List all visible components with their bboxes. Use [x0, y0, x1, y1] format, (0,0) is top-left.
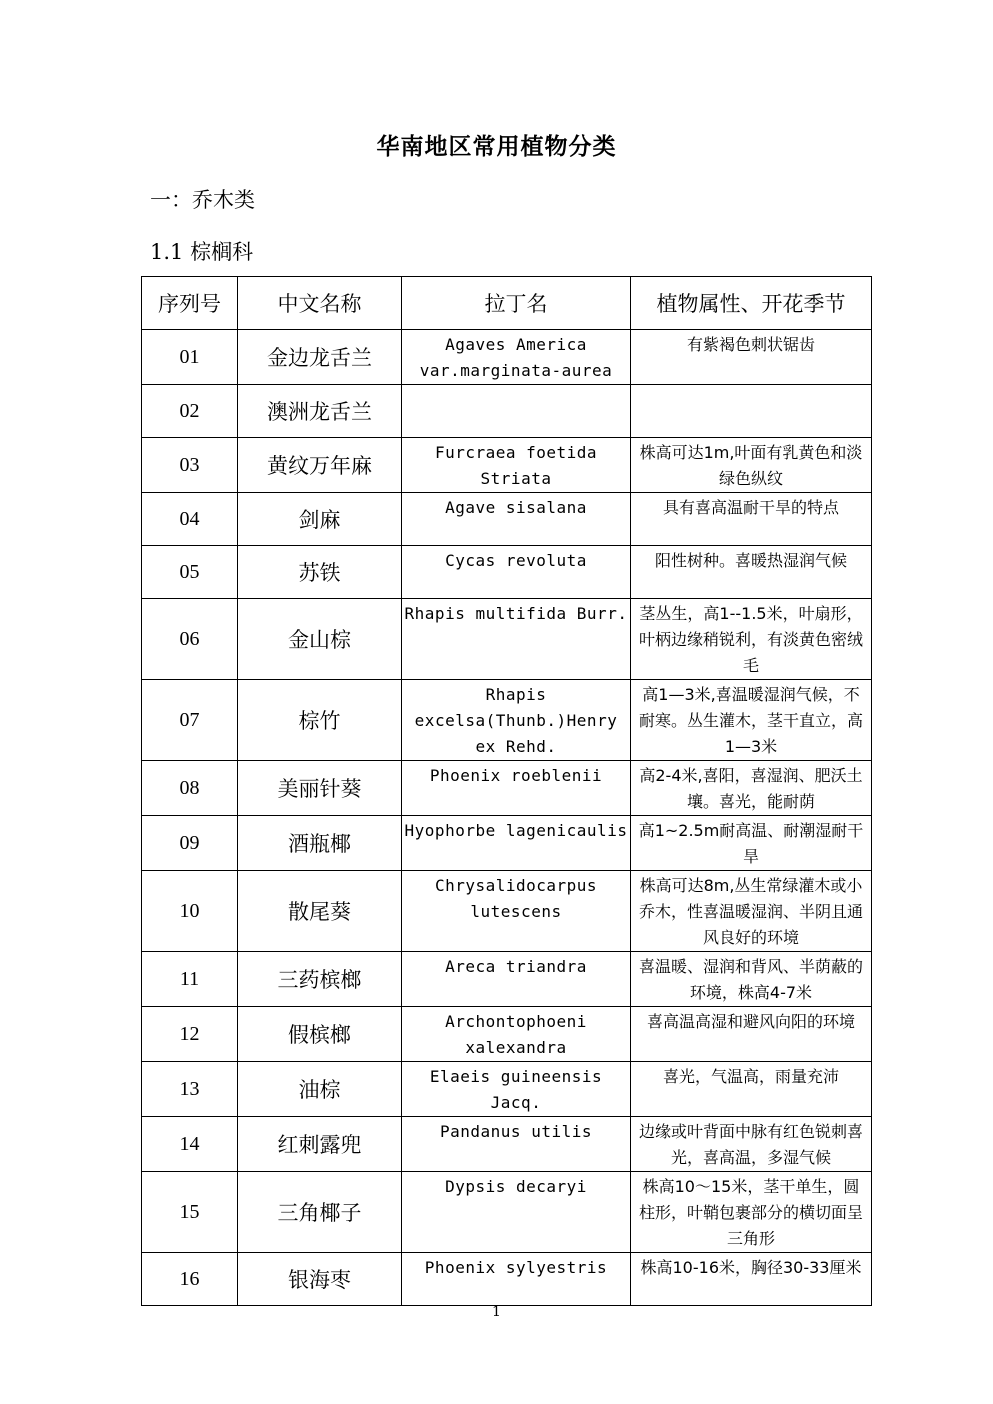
- table-row: [142, 1117, 872, 1172]
- chinese-name-cell: 三药槟榔: [238, 952, 402, 1007]
- page-title: 华南地区常用植物分类: [376, 133, 617, 160]
- latin-name-cell: Hyophorbe lagenicaulis: [402, 816, 631, 871]
- attribute-cell: 具有喜高温耐干旱的特点: [631, 493, 872, 546]
- serial-number-cell: 12: [142, 1007, 238, 1062]
- serial-number-cell: 02: [142, 385, 238, 438]
- table-row: [142, 385, 872, 438]
- table-row: [142, 1062, 872, 1117]
- attribute-cell: 边缘或叶背面中脉有红色锐刺喜光，喜高温，多湿气候: [631, 1117, 872, 1172]
- latin-name-cell: Agaves America var.marginata-aurea: [402, 330, 631, 385]
- attribute-cell: 高1~2.5m耐高温、耐潮湿耐干旱: [631, 816, 872, 871]
- table-row: [142, 1253, 872, 1306]
- header-chinese-name: 中文名称: [238, 277, 402, 330]
- table-row: [142, 546, 872, 599]
- chinese-name-cell: 苏铁: [238, 546, 402, 599]
- table-row: [142, 493, 872, 546]
- section-heading: 一：乔木类: [150, 188, 255, 212]
- table-row: [142, 680, 872, 761]
- table-header-row: [142, 277, 872, 330]
- attribute-cell: 高1—3米,喜温暖湿润气候，不耐寒。丛生灌木，茎干直立，高1—3米: [631, 680, 872, 761]
- serial-number-cell: 14: [142, 1117, 238, 1172]
- chinese-name-cell: 金边龙舌兰: [238, 330, 402, 385]
- attribute-cell: 株高可达1m,叶面有乳黄色和淡绿色纵纹: [631, 438, 872, 493]
- chinese-name-cell: 假槟榔: [238, 1007, 402, 1062]
- attribute-cell: [631, 385, 872, 438]
- serial-number-cell: 04: [142, 493, 238, 546]
- attribute-cell: 有紫褐色刺状锯齿: [631, 330, 872, 385]
- chinese-name-cell: 黄纹万年麻: [238, 438, 402, 493]
- header-latin-name: 拉丁名: [402, 277, 631, 330]
- chinese-name-cell: 剑麻: [238, 493, 402, 546]
- serial-number-cell: 03: [142, 438, 238, 493]
- latin-name-cell: Phoenix sylyestris: [402, 1253, 631, 1306]
- table-row: [142, 816, 872, 871]
- serial-number-cell: 10: [142, 871, 238, 952]
- serial-number-cell: 08: [142, 761, 238, 816]
- latin-name-cell: Furcraea foetida Striata: [402, 438, 631, 493]
- attribute-cell: 高2-4米,喜阳，喜湿润、肥沃土壤。喜光，能耐荫: [631, 761, 872, 816]
- latin-name-cell: Rhapis multifida Burr.: [402, 599, 631, 680]
- latin-name-cell: Phoenix roeblenii: [402, 761, 631, 816]
- table-row: [142, 330, 872, 385]
- serial-number-cell: 07: [142, 680, 238, 761]
- chinese-name-cell: 金山棕: [238, 599, 402, 680]
- page-number: 1: [492, 1304, 501, 1320]
- serial-number-cell: 09: [142, 816, 238, 871]
- attribute-cell: 株高10～15米，茎干单生，圆柱形，叶鞘包裹部分的横切面呈三角形: [631, 1172, 872, 1253]
- serial-number-cell: 15: [142, 1172, 238, 1253]
- table-row: [142, 952, 872, 1007]
- latin-name-cell: [402, 385, 631, 438]
- latin-name-cell: Rhapis excelsa(Thunb.)Henry ex Rehd.: [402, 680, 631, 761]
- table-row: [142, 761, 872, 816]
- latin-name-cell: Cycas revoluta: [402, 546, 631, 599]
- serial-number-cell: 13: [142, 1062, 238, 1117]
- attribute-cell: 喜温暖、湿润和背风、半荫蔽的环境，株高4-7米: [631, 952, 872, 1007]
- latin-name-cell: Areca triandra: [402, 952, 631, 1007]
- attribute-cell: 喜光，气温高，雨量充沛: [631, 1062, 872, 1117]
- chinese-name-cell: 红刺露兜: [238, 1117, 402, 1172]
- table-row: [142, 1172, 872, 1253]
- table-row: [142, 871, 872, 952]
- attribute-cell: 喜高温高湿和避风向阳的环境: [631, 1007, 872, 1062]
- attribute-cell: 阳性树种。喜暖热湿润气候: [631, 546, 872, 599]
- latin-name-cell: Agave sisalana: [402, 493, 631, 546]
- chinese-name-cell: 油棕: [238, 1062, 402, 1117]
- chinese-name-cell: 银海枣: [238, 1253, 402, 1306]
- table-row: [142, 599, 872, 680]
- latin-name-cell: Chrysalidocarpus lutescens: [402, 871, 631, 952]
- table-row: [142, 1007, 872, 1062]
- chinese-name-cell: 三角椰子: [238, 1172, 402, 1253]
- attribute-cell: 株高10-16米，胸径30-33厘米: [631, 1253, 872, 1306]
- latin-name-cell: Elaeis guineensis Jacq.: [402, 1062, 631, 1117]
- latin-name-cell: Archontophoeni xalexandra: [402, 1007, 631, 1062]
- latin-name-cell: Dypsis decaryi: [402, 1172, 631, 1253]
- serial-number-cell: 06: [142, 599, 238, 680]
- chinese-name-cell: 棕竹: [238, 680, 402, 761]
- serial-number-cell: 01: [142, 330, 238, 385]
- header-serial: 序列号: [142, 277, 238, 330]
- attribute-cell: 茎丛生，高1--1.5米，叶扇形，叶柄边缘稍锐利，有淡黄色密绒毛: [631, 599, 872, 680]
- chinese-name-cell: 散尾葵: [238, 871, 402, 952]
- chinese-name-cell: 澳洲龙舌兰: [238, 385, 402, 438]
- header-attributes: 植物属性、开花季节: [631, 277, 872, 330]
- chinese-name-cell: 美丽针葵: [238, 761, 402, 816]
- table-row: [142, 438, 872, 493]
- attribute-cell: 株高可达8m,丛生常绿灌木或小乔木，性喜温暖湿润、半阴且通风良好的环境: [631, 871, 872, 952]
- latin-name-cell: Pandanus utilis: [402, 1117, 631, 1172]
- plant-table: [141, 276, 872, 1306]
- serial-number-cell: 16: [142, 1253, 238, 1306]
- serial-number-cell: 05: [142, 546, 238, 599]
- subsection-heading: 1.1 棕榈科: [150, 240, 254, 264]
- chinese-name-cell: 酒瓶椰: [238, 816, 402, 871]
- serial-number-cell: 11: [142, 952, 238, 1007]
